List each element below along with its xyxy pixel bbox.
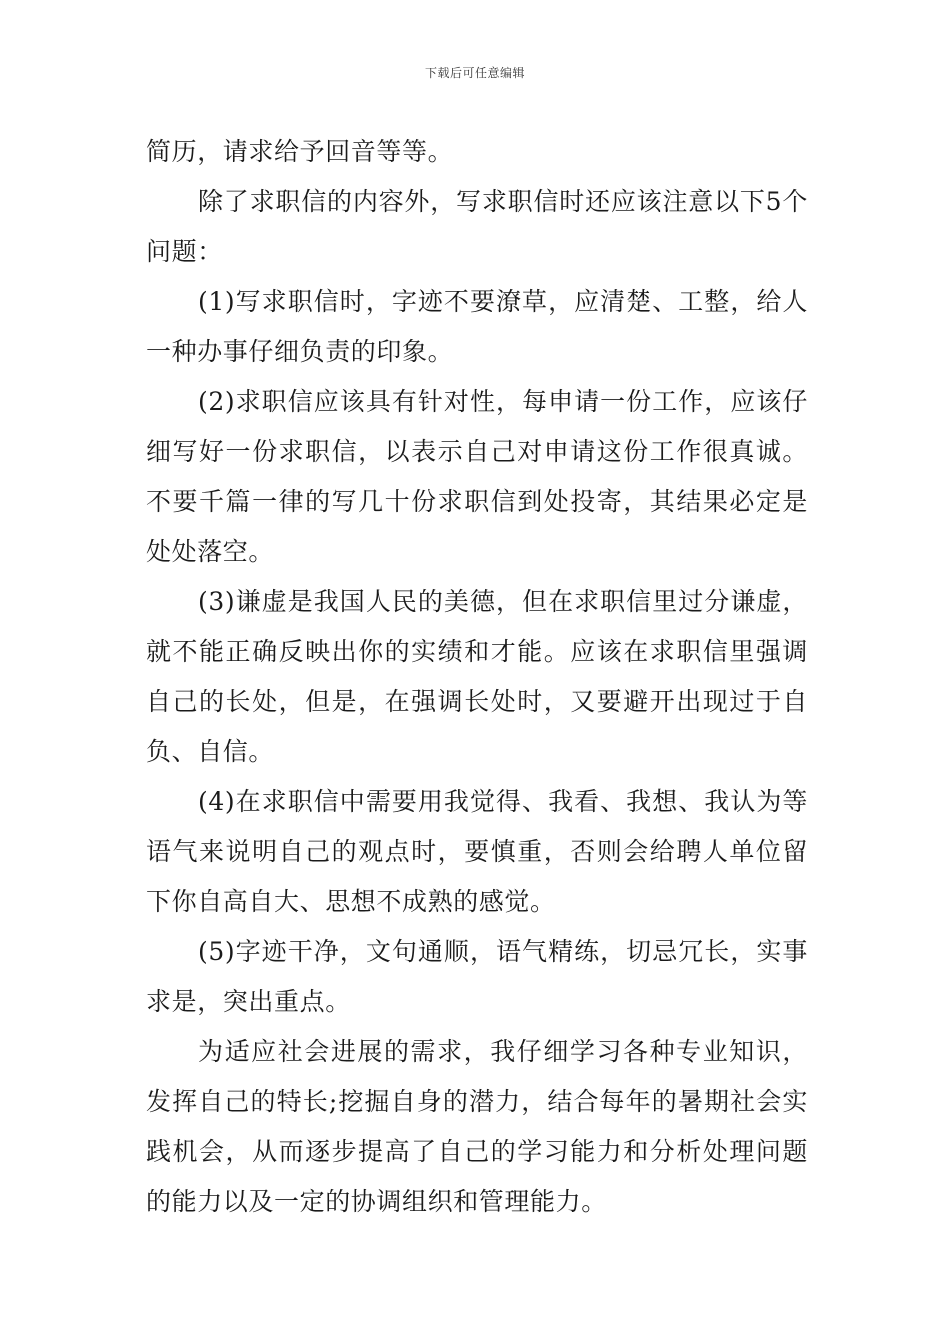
paragraph-continuation: 简历，请求给予回音等等。: [146, 137, 454, 166]
paragraph-point-2: (2)求职信应该具有针对性，每申请一份工作，应该仔细写好一份求职信，以表示自己对申请这份工作很真诚。不要千篇一律的写几十份求职信到处投寄，其结果必定是处处落空。: [146, 387, 808, 566]
paragraph-point-3: (3)谦虚是我国人民的美德，但在求职信里过分谦虚，就不能正确反映出你的实绩和才能。应该在求职信里强调自己的长处，但是，在强调长处时，又要避开出现过于自负、自信。: [146, 587, 808, 766]
paragraph-point-4: (4)在求职信中需要用我觉得、我看、我想、我认为等语气来说明自己的观点时，要慎重，否则会给聘人单位留下你自高自大、思想不成熟的感觉。: [146, 787, 808, 916]
paragraph-point-1: (1)写求职信时，字迹不要潦草，应清楚、工整，给人一种办事仔细负责的印象。: [146, 287, 808, 366]
document-body: [146, 127, 808, 1227]
paragraph-point-5: (5)字迹干净，文句通顺，语气精练，切忌冗长，实事求是，突出重点。: [146, 937, 808, 1016]
paragraph-closing: 为适应社会进展的需求，我仔细学习各种专业知识，发挥自己的特长;挖掘自身的潜力，结合每年的暑期社会实践机会，从而逐步提高了自己的学习能力和分析处理问题的能力以及一定的协调组织和管理能力。: [146, 1037, 808, 1216]
paragraph-intro: 除了求职信的内容外，写求职信时还应该注意以下5个问题：: [146, 187, 808, 266]
page-header-note: 下载后可任意编辑: [424, 66, 525, 80]
